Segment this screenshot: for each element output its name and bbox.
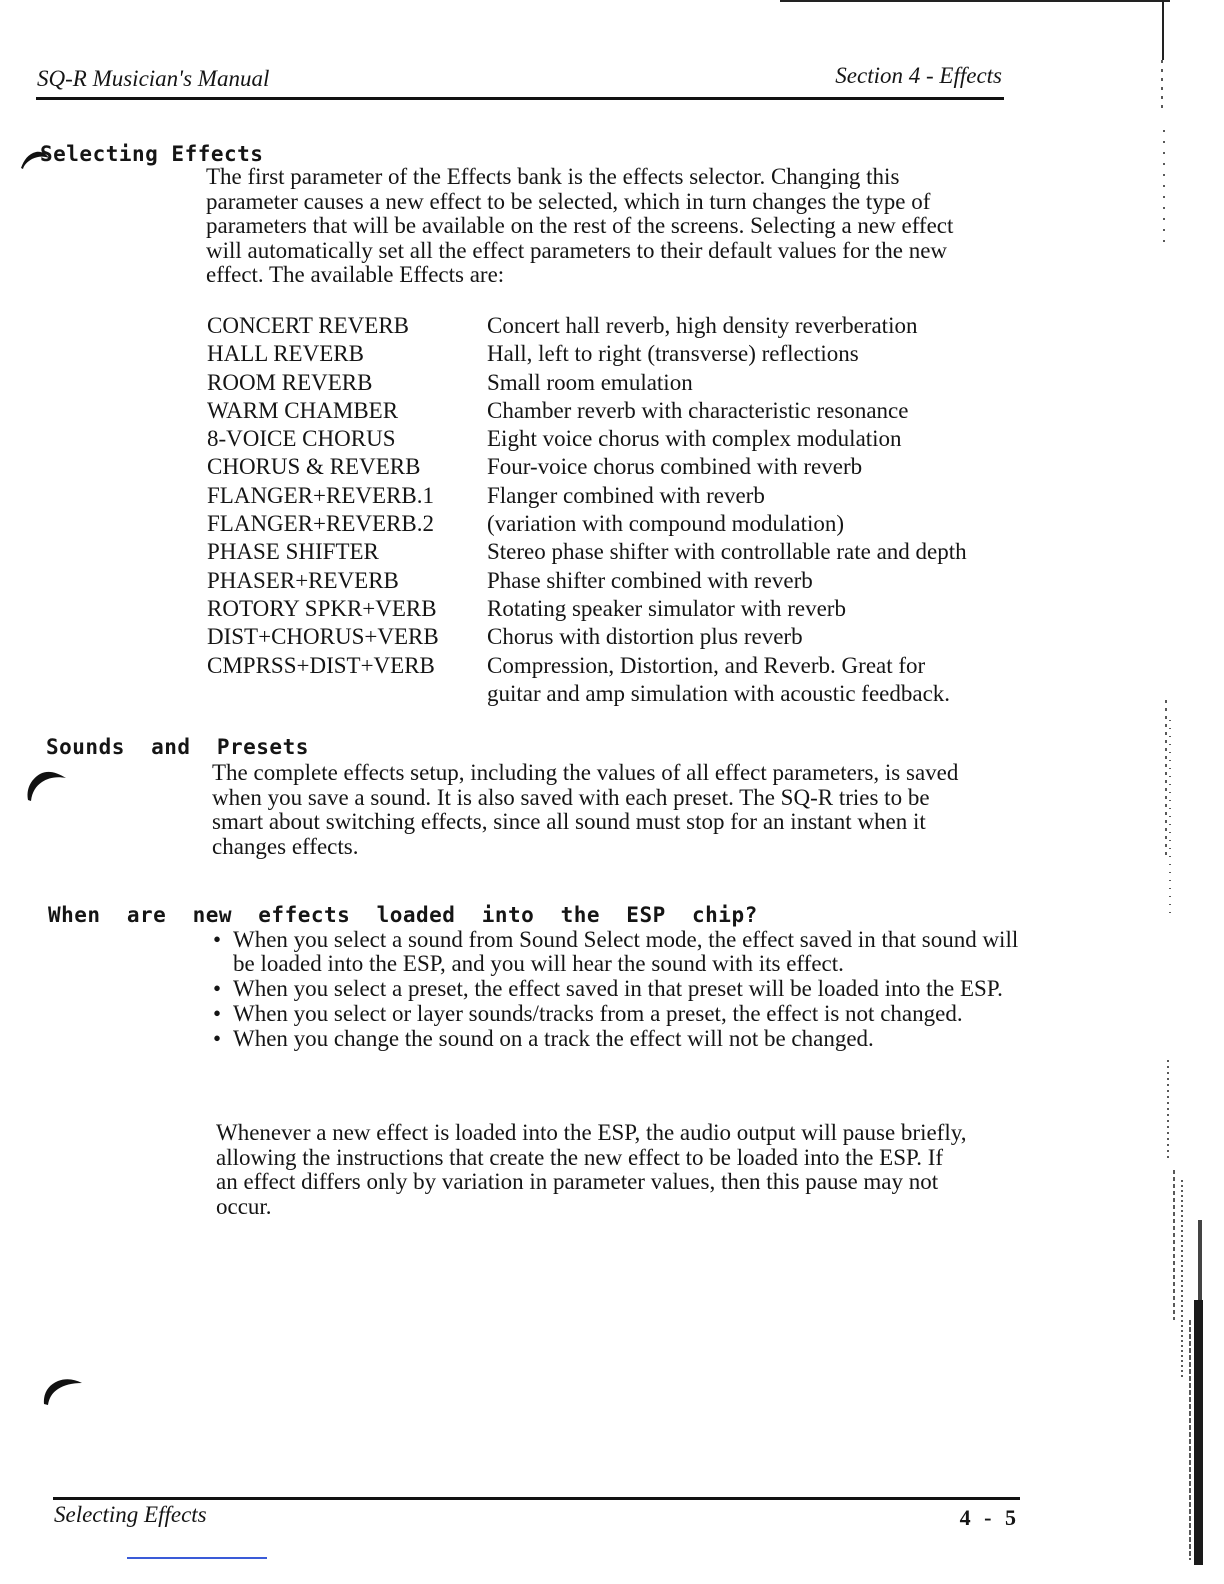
effect-row [207, 510, 1027, 538]
effect-name: FLANGER+REVERB.1 [207, 482, 435, 508]
effect-row [207, 453, 1027, 481]
effect-name: DIST+CHORUS+VERB [207, 624, 439, 650]
effect-row [207, 538, 1027, 566]
bullet-item: • When you change the sound on a track the effect will not be changed. [213, 1027, 1023, 1051]
footer-rule [53, 1497, 1020, 1500]
effect-name: FLANGER+REVERB.2 [207, 511, 435, 537]
bottom-edge-mark [127, 1557, 267, 1559]
effect-name: 8-VOICE CHORUS [207, 426, 396, 452]
text-line: occur. [216, 1193, 272, 1219]
text-line: will automatically set all the effect parameters to their default values for the new [206, 237, 948, 263]
text-line: parameters that will be available on the rest of the screens. Selecting a new effect [206, 213, 954, 238]
bullet-item: • When you select a preset, the effect saved in that preset will be loaded into the ESP. [213, 977, 1023, 1001]
top-edge-rule [780, 0, 1170, 2]
effect-description: Eight voice chorus with complex modulation [487, 426, 902, 452]
effects-list [207, 312, 1027, 708]
effect-description: Flanger combined with reverb [487, 482, 765, 508]
heading-sounds-and-presets: Sounds and Presets [46, 735, 309, 759]
bullet-item: • When you select or layer sounds/tracks from a preset, the effect is not changed. [213, 1002, 1023, 1026]
effect-description: Phase shifter combined with reverb [487, 567, 813, 593]
pen-mark-icon [38, 1370, 86, 1406]
text-line: an effect differs only by variation in parameter values, then this pause may not [216, 1169, 939, 1194]
effect-name: ROTORY SPKR+VERB [207, 595, 437, 621]
paragraph-sounds-and-presets [212, 761, 1022, 859]
effect-name: CMPRSS+DIST+VERB [207, 652, 435, 678]
effect-description: Chorus with distortion plus reverb [487, 624, 803, 650]
effect-name: HALL REVERB [207, 341, 364, 367]
effect-row [207, 652, 1027, 680]
text-line: effect. The available Effects are: [206, 262, 505, 287]
effect-row [207, 312, 1027, 340]
effect-description: Chamber reverb with characteristic resonance [487, 397, 909, 423]
effect-description: (variation with compound modulation) [487, 511, 845, 537]
effect-row [207, 567, 1027, 595]
effect-name [207, 680, 487, 708]
esp-bullet-list [213, 928, 1023, 1052]
header-manual-title: SQ-R Musician's Manual [37, 66, 270, 91]
effect-row [207, 425, 1027, 453]
effect-name: WARM CHAMBER [207, 397, 399, 423]
effect-description: Four-voice chorus combined with reverb [487, 454, 863, 480]
text-line: parameter causes a new effect to be selected, which in turn changes the type of [206, 188, 931, 214]
paragraph-selecting-effects [206, 165, 1016, 288]
effect-row [207, 595, 1027, 623]
effect-name: PHASER+REVERB [207, 567, 399, 593]
effect-name: CONCERT REVERB [207, 313, 410, 338]
text-line: The complete effects setup, including the values of all effect parameters, is saved [212, 760, 959, 785]
effect-row [207, 340, 1027, 368]
effect-description: Rotating speaker simulator with reverb [487, 595, 846, 621]
text-line: smart about switching effects, since all sound must stop for an instant when it [212, 809, 926, 834]
effect-name: PHASE SHIFTER [207, 539, 379, 565]
effect-description: Hall, left to right (transverse) reflections [487, 341, 859, 367]
header-section-title: Section 4 - Effects [835, 63, 1002, 88]
effect-name: ROOM REVERB [207, 369, 373, 395]
text-line: allowing the instructions that create the new effect to be loaded into the ESP. If [216, 1144, 944, 1170]
text-line: The first parameter of the Effects bank is the effects selector. Changing this [206, 164, 900, 189]
effect-description: Small room emulation [487, 369, 693, 395]
effect-row [207, 482, 1027, 510]
text-line: when you save a sound. It is also saved with each preset. The SQ-R tries to be [212, 784, 930, 810]
effect-description: guitar and amp simulation with acoustic feedback. [487, 680, 951, 706]
text-line: Whenever a new effect is loaded into the ESP, the audio output will pause briefly, [216, 1120, 967, 1145]
effect-description: Compression, Distortion, and Reverb. Great for [487, 652, 926, 678]
scan-noise-icon [1150, 20, 1210, 1570]
effect-description: Concert hall reverb, high density reverberation [487, 313, 918, 338]
effect-description: Stereo phase shifter with controllable rate and depth [487, 539, 967, 565]
paragraph-esp-pause [216, 1121, 1046, 1219]
effect-row [207, 397, 1027, 425]
text-line: changes effects. [212, 833, 359, 859]
footer-section-name: Selecting Effects [54, 1502, 207, 1527]
effect-name: CHORUS & REVERB [207, 454, 421, 480]
pen-mark-icon [22, 762, 70, 802]
heading-selecting-effects: Selecting Effects [40, 142, 264, 166]
effect-row [207, 680, 1027, 708]
header-rule [36, 97, 1004, 100]
bullet-item: • When you select a sound from Sound Select mode, the effect saved in that sound will be loaded into the ESP, and you will hear the sound with its effect. [213, 928, 1023, 976]
effect-row [207, 623, 1027, 651]
heading-esp-loading: When are new effects loaded into the ESP chip? [48, 903, 758, 927]
footer-page-number: 4 - 5 [959, 1505, 1020, 1530]
effect-row [207, 369, 1027, 397]
